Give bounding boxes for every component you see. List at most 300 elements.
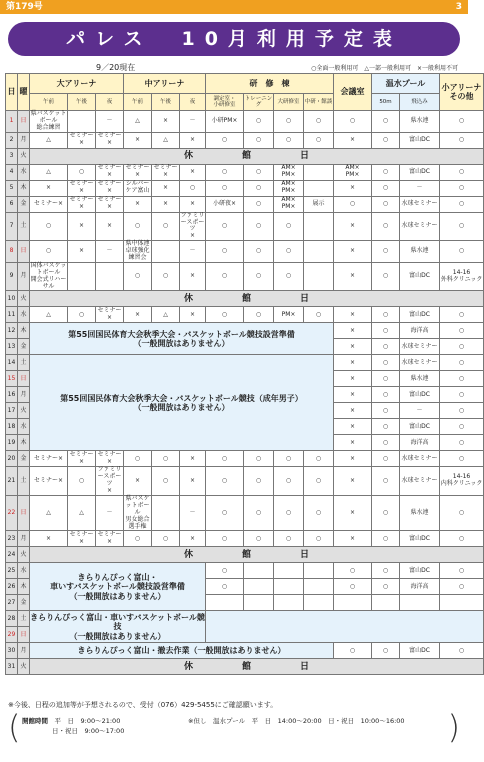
slot-cell: ○ bbox=[244, 496, 274, 531]
schedule-row bbox=[6, 212, 484, 241]
slot-cell: ○ bbox=[274, 212, 304, 241]
slot-cell: ○ bbox=[372, 212, 400, 241]
slot-cell: × bbox=[180, 451, 206, 467]
slot-cell: × bbox=[124, 467, 152, 496]
header-sub: トレーニング bbox=[244, 94, 274, 111]
schedule-row bbox=[6, 148, 484, 164]
slot-cell: － bbox=[96, 241, 124, 263]
slot-cell bbox=[68, 111, 96, 133]
event-banner: 第55回国民体育大会秋季大会・バスケットボール競技設営準備 （一般開放はありません） bbox=[30, 323, 334, 355]
slot-cell: ○ bbox=[440, 563, 484, 579]
day-cell: 14 bbox=[6, 355, 18, 371]
slot-cell bbox=[400, 595, 440, 611]
day-cell: 3 bbox=[6, 148, 18, 164]
slot-cell: － bbox=[180, 496, 206, 531]
slot-cell: ○ bbox=[304, 531, 334, 547]
slot-cell: × bbox=[124, 132, 152, 148]
slot-cell: ○ bbox=[68, 467, 96, 496]
slot-cell: × bbox=[334, 467, 372, 496]
slot-cell: ○ bbox=[372, 196, 400, 212]
slot-cell: ○ bbox=[334, 643, 372, 659]
weekday-cell: 水 bbox=[18, 307, 30, 323]
slot-cell: ファミリースポーツ × bbox=[180, 211, 205, 240]
slot-cell bbox=[274, 579, 304, 595]
slot-cell: ○ bbox=[206, 132, 244, 148]
slot-cell: ○ bbox=[440, 339, 484, 355]
slot-cell: セミナー× bbox=[97, 180, 122, 195]
weekday-cell: 木 bbox=[18, 180, 30, 196]
day-cell: 12 bbox=[6, 323, 18, 339]
slot-cell: ○ bbox=[334, 111, 372, 133]
as-of-date: 9／20現在 bbox=[96, 63, 136, 72]
slot-cell: ○ bbox=[244, 164, 274, 180]
weekday-cell: 日 bbox=[18, 111, 30, 133]
slot-cell: ○ bbox=[152, 531, 180, 547]
slot-cell: セミナー× bbox=[69, 180, 94, 195]
weekday-cell: 火 bbox=[18, 403, 30, 419]
slot-cell: ○ bbox=[334, 563, 372, 579]
slot-cell: ○ bbox=[124, 212, 152, 241]
slot-cell: ○ bbox=[440, 307, 484, 323]
slot-cell bbox=[304, 241, 334, 263]
slot-cell: × bbox=[152, 111, 180, 133]
slot-cell: △ bbox=[152, 307, 180, 323]
slot-cell: ○ bbox=[440, 241, 484, 263]
schedule-row bbox=[6, 659, 484, 675]
slot-cell: － bbox=[180, 241, 206, 263]
weekday-cell: 金 bbox=[18, 339, 30, 355]
slot-cell: ○ bbox=[440, 403, 484, 419]
schedule-row bbox=[6, 132, 484, 148]
closed-row: 休 館 日 bbox=[30, 547, 484, 563]
slot-cell: ○ bbox=[304, 111, 334, 133]
day-cell: 8 bbox=[6, 241, 18, 263]
slot-cell: ○ bbox=[244, 132, 274, 148]
slot-cell: ○ bbox=[372, 307, 400, 323]
footnote: ※今後、日程の追加等が予想されるので、受付（076）429-5455にご確認願います。 bbox=[8, 701, 278, 709]
slot-cell bbox=[304, 262, 334, 291]
slot-cell: × bbox=[334, 419, 372, 435]
day-cell: 18 bbox=[6, 419, 18, 435]
slot-cell: ○ bbox=[372, 355, 400, 371]
slot-cell: 県水連 bbox=[400, 496, 440, 531]
slot-cell: セミナー× bbox=[30, 467, 68, 496]
slot-cell: × bbox=[334, 496, 372, 531]
header-sub: 飛込み bbox=[400, 94, 440, 111]
slot-cell: ○ bbox=[244, 241, 274, 263]
closed-row: 休 館 日 bbox=[30, 659, 484, 675]
weekday-cell: 土 bbox=[18, 611, 30, 627]
day-cell: 1 bbox=[6, 111, 18, 133]
slot-cell: ○ bbox=[244, 451, 274, 467]
left-paren-icon: ( bbox=[8, 708, 21, 746]
slot-cell: × bbox=[334, 531, 372, 547]
day-cell: 11 bbox=[6, 307, 18, 323]
slot-cell: ○ bbox=[372, 419, 400, 435]
slot-cell bbox=[96, 262, 124, 291]
slot-cell: ○ bbox=[206, 579, 244, 595]
schedule-row bbox=[6, 496, 484, 531]
slot-cell: ○ bbox=[304, 467, 334, 496]
slot-cell bbox=[206, 595, 244, 611]
slot-cell: × bbox=[180, 164, 206, 180]
schedule-row bbox=[6, 451, 484, 467]
slot-cell: ○ bbox=[440, 132, 484, 148]
legend: ○全面一般利用可 △一部一般利用可 ×一般利用不可 bbox=[311, 65, 458, 72]
day-cell: 5 bbox=[6, 180, 18, 196]
weekday-cell: 日 bbox=[18, 496, 30, 531]
slot-cell: × bbox=[68, 241, 96, 263]
slot-cell: AM× PM× bbox=[274, 180, 304, 196]
weekday-cell: 木 bbox=[18, 323, 30, 339]
slot-cell: ○ bbox=[206, 180, 244, 196]
slot-cell: ○ bbox=[244, 307, 274, 323]
slot-cell: × bbox=[180, 531, 206, 547]
day-cell: 6 bbox=[6, 196, 18, 212]
event-banner: きらりんぴっく富山・撤去作業（一般開放はありません） bbox=[30, 643, 334, 659]
day-cell: 7 bbox=[6, 212, 18, 241]
slot-cell bbox=[304, 164, 334, 180]
day-cell: 28 bbox=[6, 611, 18, 627]
slot-cell: AM× PM× bbox=[274, 196, 304, 212]
slot-cell: ○ bbox=[244, 212, 274, 241]
slot-cell: ○ bbox=[372, 371, 400, 387]
slot-cell: 富山DC bbox=[400, 307, 440, 323]
slot-cell: ○ bbox=[372, 496, 400, 531]
schedule-row bbox=[6, 262, 484, 291]
slot-cell: × bbox=[180, 132, 206, 148]
slot-cell: － bbox=[400, 403, 440, 419]
slot-cell: セミナー× bbox=[153, 164, 178, 179]
slot-cell: 14-16 内科クリニック bbox=[440, 467, 484, 496]
slot-cell bbox=[304, 595, 334, 611]
slot-cell: ○ bbox=[440, 419, 484, 435]
slot-cell: × bbox=[152, 196, 180, 212]
slot-cell: × bbox=[334, 339, 372, 355]
slot-cell: ○ bbox=[372, 531, 400, 547]
weekday-cell: 金 bbox=[18, 595, 30, 611]
slot-cell: 富山DC bbox=[400, 132, 440, 148]
slot-cell: セミナー× bbox=[97, 451, 122, 465]
header-group: 温水プール bbox=[372, 74, 440, 94]
weekday-cell: 火 bbox=[18, 291, 30, 307]
slot-cell: 水球セミナー bbox=[400, 355, 440, 371]
weekday-cell: 金 bbox=[18, 451, 30, 467]
header-sub: 夜 bbox=[96, 94, 124, 111]
slot-cell: ○ bbox=[372, 241, 400, 263]
weekday-cell: 月 bbox=[18, 531, 30, 547]
day-cell: 13 bbox=[6, 339, 18, 355]
slot-cell: 県水連 bbox=[400, 241, 440, 263]
weekday-cell: 日 bbox=[18, 241, 30, 263]
slot-cell bbox=[244, 595, 274, 611]
header-group: 研 修 棟 bbox=[206, 74, 334, 94]
day-cell: 19 bbox=[6, 435, 18, 451]
day-cell: 25 bbox=[6, 563, 18, 579]
slot-cell: × bbox=[334, 307, 372, 323]
weekday-cell: 水 bbox=[18, 419, 30, 435]
slot-cell: × bbox=[124, 307, 152, 323]
slot-cell bbox=[304, 212, 334, 241]
day-cell: 15 bbox=[6, 371, 18, 387]
slot-cell: － bbox=[180, 111, 206, 133]
slot-cell: ○ bbox=[440, 164, 484, 180]
slot-cell: △ bbox=[30, 164, 68, 180]
slot-cell: 県中体連 卓球強化練習会 bbox=[125, 240, 150, 262]
slot-cell: ○ bbox=[124, 451, 152, 467]
slot-cell: ○ bbox=[372, 403, 400, 419]
slot-cell bbox=[372, 595, 400, 611]
day-cell: 24 bbox=[6, 547, 18, 563]
slot-cell: △ bbox=[124, 111, 152, 133]
slot-cell: ○ bbox=[372, 323, 400, 339]
slot-cell: ○ bbox=[244, 180, 274, 196]
weekday-cell: 月 bbox=[18, 643, 30, 659]
slot-cell: 富山DC bbox=[400, 563, 440, 579]
slot-cell: ○ bbox=[372, 579, 400, 595]
day-cell: 26 bbox=[6, 579, 18, 595]
slot-cell: － bbox=[400, 180, 440, 196]
event-banner: きらりんぴっく富山・ 車いすバスケットボール競技設営準備 （一般開放はありません） bbox=[30, 563, 206, 611]
slot-cell: ○ bbox=[440, 451, 484, 467]
slot-cell bbox=[152, 496, 180, 531]
hours-general: 開館時間 平 日 9:00～21:00 日・祝日 9:00～17:00 bbox=[22, 717, 125, 735]
slot-cell: セミナー× bbox=[69, 451, 94, 465]
slot-cell: ○ bbox=[440, 111, 484, 133]
slot-cell: × bbox=[334, 262, 372, 291]
slot-cell: 国体バスケットボール 開会式リハーサル bbox=[30, 261, 67, 290]
header-weekday: 曜 bbox=[18, 74, 30, 111]
header-group: 小アリーナ その他 bbox=[440, 74, 484, 111]
schedule-body bbox=[6, 74, 484, 675]
slot-cell: 展示 bbox=[304, 196, 334, 212]
slot-cell: セミナー× bbox=[69, 196, 94, 211]
slot-cell: シルバーケア富山 bbox=[125, 180, 150, 195]
slot-cell: × bbox=[180, 467, 206, 496]
slot-cell bbox=[68, 262, 96, 291]
weekday-cell: 土 bbox=[18, 212, 30, 241]
day-cell: 27 bbox=[6, 595, 18, 611]
event-span bbox=[206, 611, 484, 643]
slot-cell: ○ bbox=[274, 467, 304, 496]
slot-cell: × bbox=[68, 212, 96, 241]
day-cell: 17 bbox=[6, 403, 18, 419]
slot-cell: ○ bbox=[152, 467, 180, 496]
slot-cell: ○ bbox=[440, 435, 484, 451]
slot-cell: セミナー× bbox=[97, 164, 122, 179]
slot-cell: ○ bbox=[30, 212, 68, 241]
slot-cell: ○ bbox=[304, 132, 334, 148]
slot-cell: ○ bbox=[274, 241, 304, 263]
header-sub: 調定室・ 小研修室 bbox=[206, 94, 244, 111]
day-cell: 20 bbox=[6, 451, 18, 467]
slot-cell: × bbox=[152, 180, 180, 196]
slot-cell bbox=[244, 563, 274, 579]
slot-cell: ○ bbox=[372, 339, 400, 355]
schedule-row bbox=[6, 611, 484, 627]
right-paren-icon: ) bbox=[447, 708, 460, 746]
header-group: 大アリーナ bbox=[30, 74, 124, 94]
slot-cell: ○ bbox=[334, 196, 372, 212]
slot-cell: ○ bbox=[152, 262, 180, 291]
schedule-row bbox=[6, 355, 484, 371]
slot-cell: × bbox=[334, 212, 372, 241]
weekday-cell: 水 bbox=[18, 563, 30, 579]
slot-cell: 県バスケットボール 総合練習 bbox=[30, 110, 67, 131]
slot-cell: ○ bbox=[30, 241, 68, 263]
slot-cell: PM× bbox=[274, 307, 304, 323]
slot-cell: ○ bbox=[68, 164, 96, 180]
header-group: 会議室 bbox=[334, 74, 372, 111]
slot-cell: 水球セミナー bbox=[400, 339, 440, 355]
slot-cell: × bbox=[334, 180, 372, 196]
slot-cell: △ bbox=[30, 307, 68, 323]
slot-cell: ○ bbox=[440, 323, 484, 339]
schedule-table bbox=[5, 73, 484, 675]
weekday-cell: 火 bbox=[18, 659, 30, 675]
hours-pool: ※但し 温水プール 平 日 14:00～20:00 日・祝日 10:00～16:00 bbox=[188, 717, 405, 725]
slot-cell: ○ bbox=[206, 212, 244, 241]
slot-cell: － bbox=[96, 111, 124, 133]
slot-cell: ○ bbox=[372, 387, 400, 403]
slot-cell bbox=[334, 595, 372, 611]
weekday-cell: 金 bbox=[18, 196, 30, 212]
slot-cell: ○ bbox=[244, 262, 274, 291]
slot-cell: 海洋高 bbox=[400, 323, 440, 339]
slot-cell: ○ bbox=[274, 262, 304, 291]
slot-cell: ○ bbox=[372, 111, 400, 133]
schedule-row bbox=[6, 164, 484, 180]
slot-cell: ○ bbox=[206, 164, 244, 180]
slot-cell: × bbox=[180, 196, 206, 212]
slot-cell: ○ bbox=[274, 531, 304, 547]
slot-cell: 14-16 外科クリニック bbox=[440, 262, 484, 291]
issue-bar bbox=[0, 0, 468, 14]
slot-cell: ○ bbox=[244, 111, 274, 133]
slot-cell: × bbox=[180, 307, 206, 323]
slot-cell: ファミリースポーツ × bbox=[96, 467, 124, 496]
slot-cell: ○ bbox=[440, 212, 484, 241]
slot-cell: 小研PM× bbox=[206, 111, 244, 133]
slot-cell: 海洋高 bbox=[400, 579, 440, 595]
slot-cell: 小研夜× bbox=[206, 196, 244, 212]
header-sub: 中研・館談 bbox=[304, 94, 334, 111]
header-group: 中アリーナ bbox=[124, 74, 206, 94]
slot-cell: × bbox=[334, 435, 372, 451]
slot-cell: △ bbox=[68, 496, 96, 531]
slot-cell: △ bbox=[152, 132, 180, 148]
slot-cell: ○ bbox=[274, 132, 304, 148]
day-cell: 2 bbox=[6, 132, 18, 148]
day-cell: 10 bbox=[6, 291, 18, 307]
slot-cell: セミナー× bbox=[97, 132, 122, 147]
slot-cell: ○ bbox=[206, 307, 244, 323]
slot-cell bbox=[440, 595, 484, 611]
closed-row: 休 館 日 bbox=[30, 291, 484, 307]
slot-cell: × bbox=[334, 451, 372, 467]
slot-cell: 富山DC bbox=[400, 387, 440, 403]
slot-cell: ○ bbox=[180, 180, 206, 196]
slot-cell: ○ bbox=[206, 496, 244, 531]
slot-cell: × bbox=[334, 403, 372, 419]
slot-cell: ○ bbox=[334, 579, 372, 595]
slot-cell: △ bbox=[30, 496, 68, 531]
slot-cell: × bbox=[334, 132, 372, 148]
slot-cell: × bbox=[334, 323, 372, 339]
header-sub: 午後 bbox=[152, 94, 180, 111]
slot-cell: △ bbox=[30, 132, 68, 148]
slot-cell: ○ bbox=[372, 132, 400, 148]
slot-cell: ○ bbox=[372, 180, 400, 196]
slot-cell: ○ bbox=[372, 164, 400, 180]
slot-cell: ○ bbox=[274, 496, 304, 531]
slot-cell: ○ bbox=[206, 262, 244, 291]
weekday-cell: 水 bbox=[18, 164, 30, 180]
slot-cell: － bbox=[96, 496, 124, 531]
slot-cell: 水球セミナー bbox=[400, 467, 440, 496]
slot-cell: ○ bbox=[440, 531, 484, 547]
header-sub: 午前 bbox=[124, 94, 152, 111]
slot-cell: × bbox=[30, 180, 68, 196]
schedule-row bbox=[6, 241, 484, 263]
slot-cell: 水球セミナー bbox=[400, 212, 440, 241]
slot-cell: 水球セミナー bbox=[400, 196, 440, 212]
slot-cell: 富山DC bbox=[400, 643, 440, 659]
slot-cell: × bbox=[334, 241, 372, 263]
schedule-row bbox=[6, 307, 484, 323]
issue-number: 第179号 bbox=[6, 2, 43, 12]
weekday-cell: 火 bbox=[18, 547, 30, 563]
slot-cell: 富山DC bbox=[400, 164, 440, 180]
slot-cell: 海洋高 bbox=[400, 435, 440, 451]
slot-cell: ○ bbox=[440, 496, 484, 531]
weekday-cell: 土 bbox=[18, 355, 30, 371]
weekday-cell: 日 bbox=[18, 627, 30, 643]
header-sub: 午前 bbox=[30, 94, 68, 111]
header-sub: 50m bbox=[372, 94, 400, 111]
slot-cell: ○ bbox=[440, 196, 484, 212]
day-cell: 4 bbox=[6, 164, 18, 180]
slot-cell: × bbox=[30, 531, 68, 547]
slot-cell: セミナー× bbox=[125, 164, 150, 179]
slot-cell: ○ bbox=[244, 531, 274, 547]
page-title: パレス 10月利用予定表 bbox=[8, 22, 460, 56]
slot-cell: セミナー× bbox=[69, 132, 94, 147]
slot-cell: × bbox=[334, 355, 372, 371]
weekday-cell: 木 bbox=[18, 435, 30, 451]
slot-cell: 県水連 bbox=[400, 371, 440, 387]
opening-hours bbox=[8, 708, 460, 746]
schedule-row bbox=[6, 467, 484, 496]
slot-cell: セミナー× bbox=[30, 196, 68, 212]
slot-cell: 富山DC bbox=[400, 531, 440, 547]
slot-cell: ○ bbox=[304, 451, 334, 467]
slot-cell bbox=[304, 563, 334, 579]
schedule-row bbox=[6, 196, 484, 212]
header-sub: 夜 bbox=[180, 94, 206, 111]
header-sub: 大研修室 bbox=[274, 94, 304, 111]
slot-cell: 富山DC bbox=[400, 262, 440, 291]
day-cell: 31 bbox=[6, 659, 18, 675]
day-cell: 23 bbox=[6, 531, 18, 547]
slot-cell: ○ bbox=[206, 531, 244, 547]
weekday-cell: 日 bbox=[18, 371, 30, 387]
slot-cell: ○ bbox=[124, 262, 152, 291]
slot-cell: ○ bbox=[372, 435, 400, 451]
event-banner: 第55回国民体育大会秋季大会・バスケットボール競技（成年男子） （一般開放はありません） bbox=[30, 355, 334, 451]
slot-cell: 水球セミナー bbox=[400, 451, 440, 467]
slot-cell: ○ bbox=[124, 531, 152, 547]
